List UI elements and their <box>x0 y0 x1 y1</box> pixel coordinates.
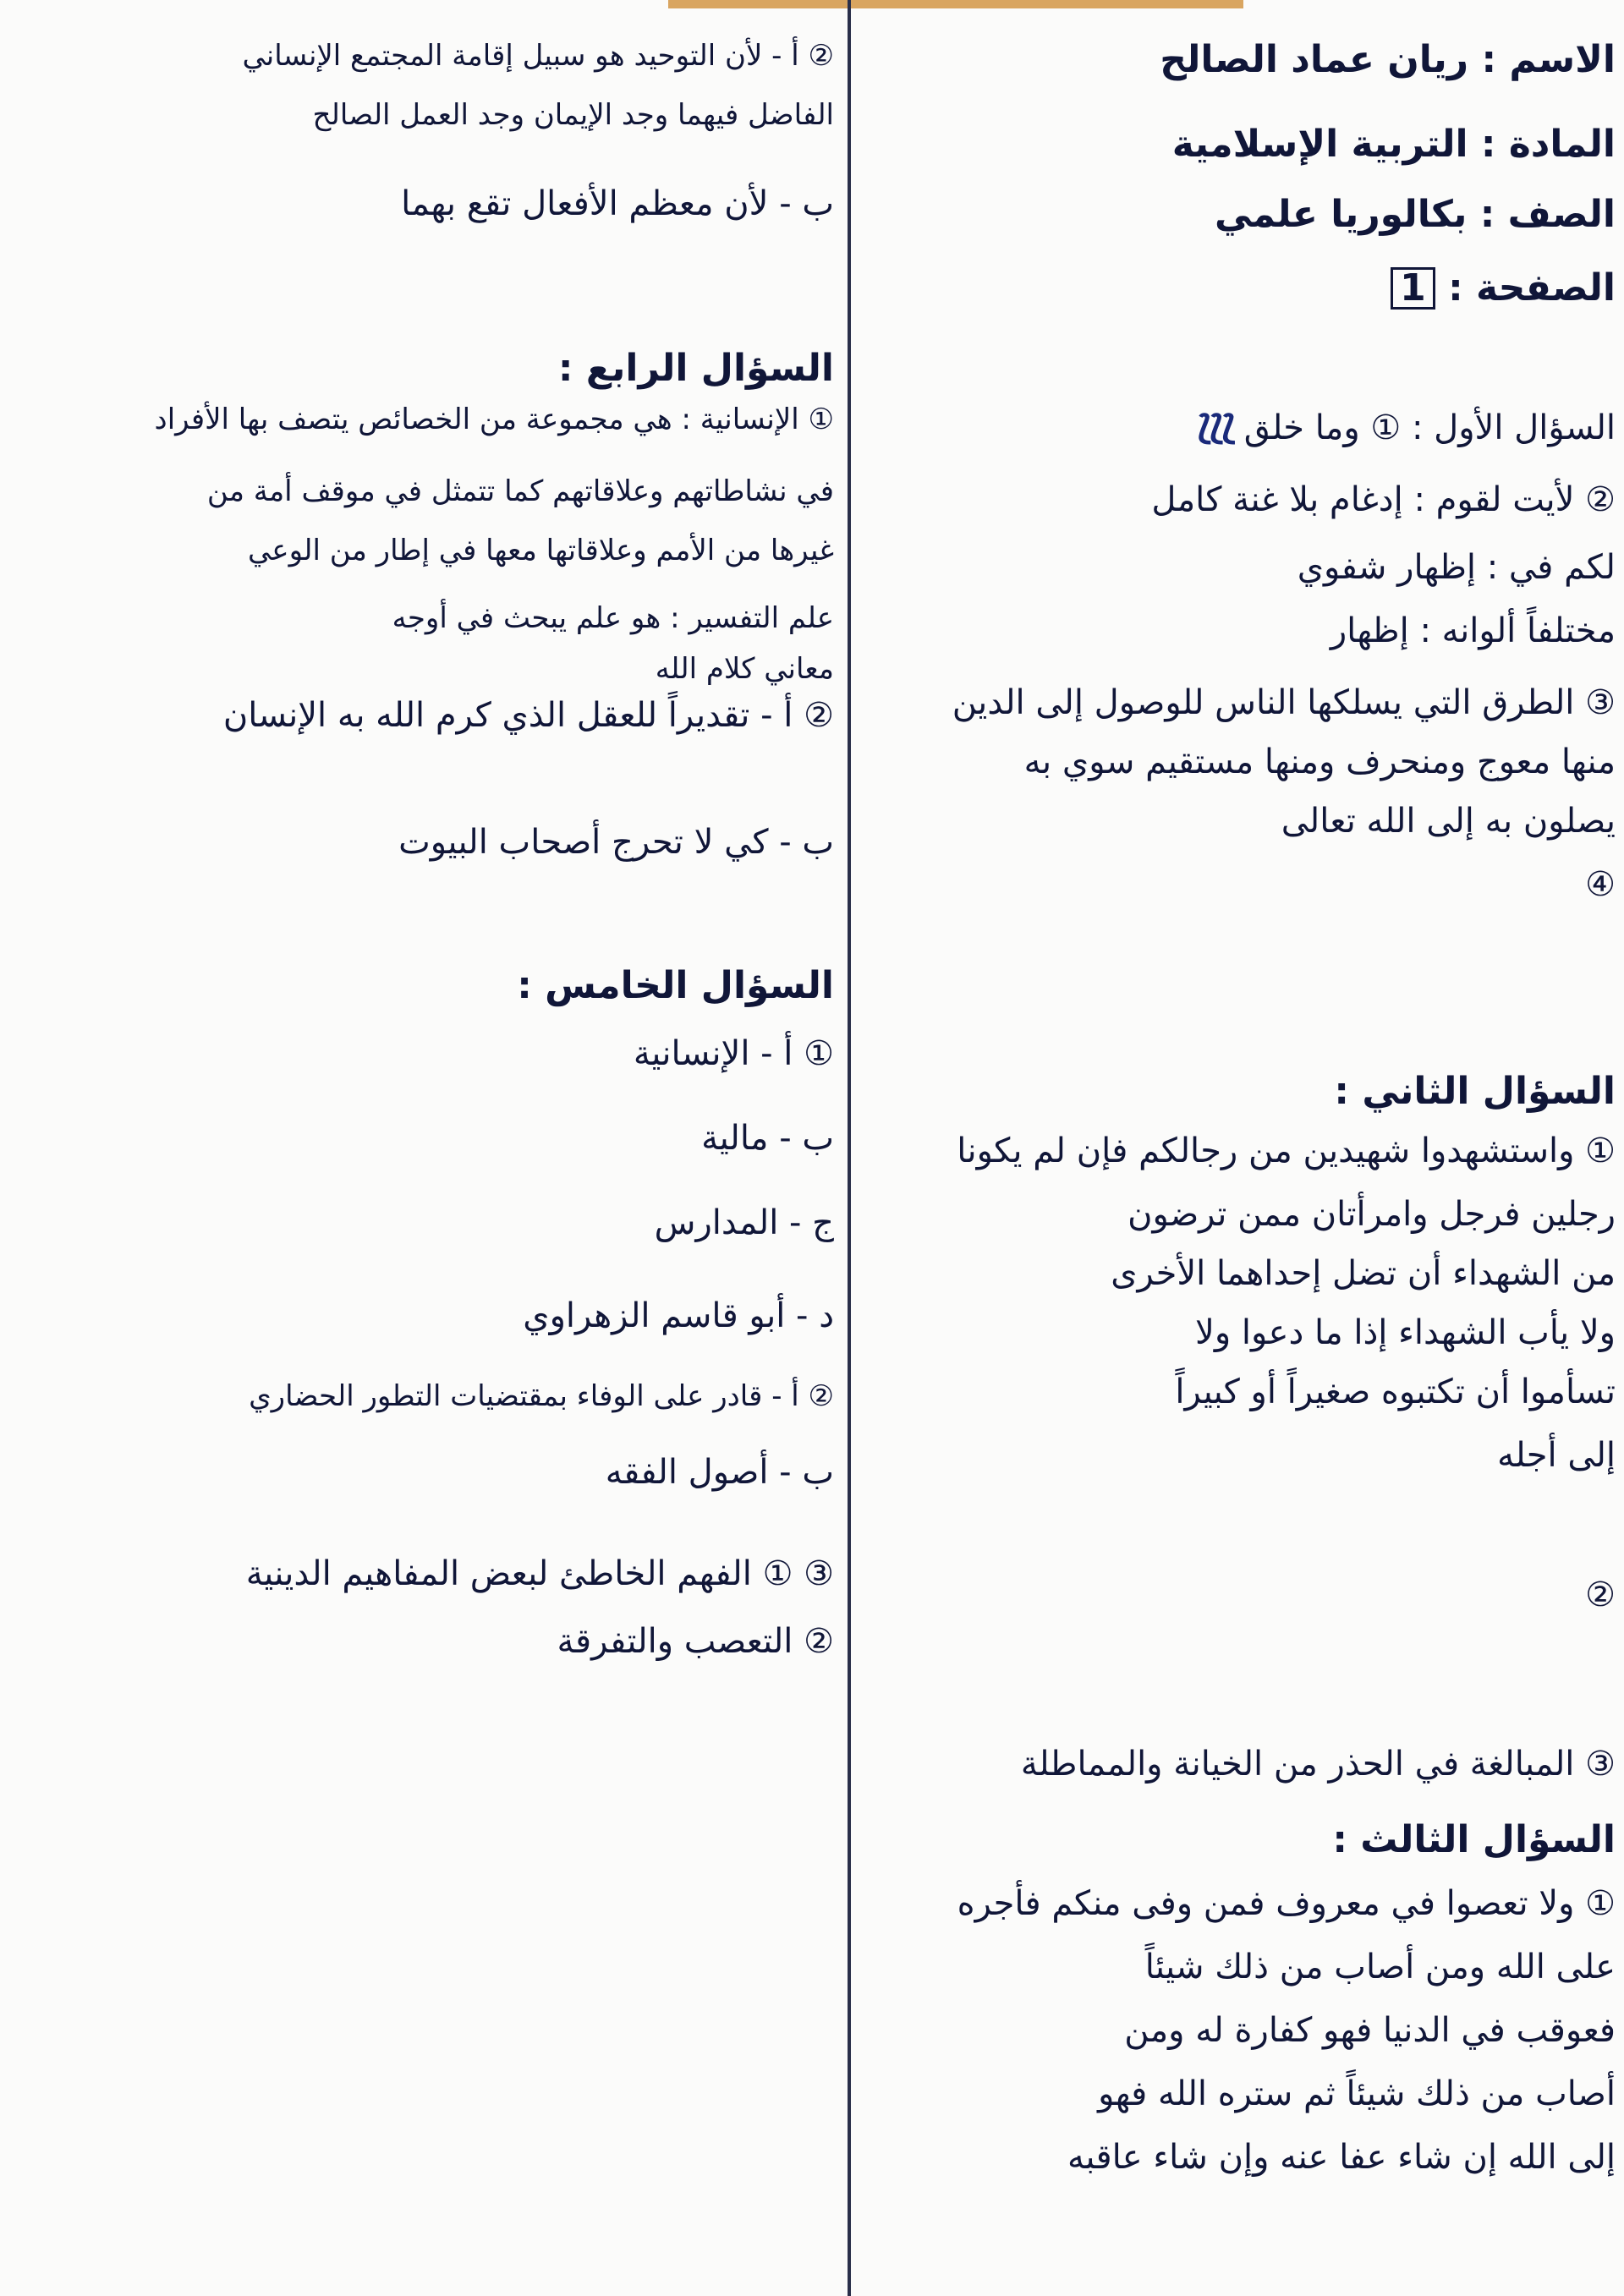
left-top-line-1: ② أ - لأن التوحيد هو سبيل إقامة المجتمع الإنساني <box>242 39 834 73</box>
q3-line-4: أصاب من ذلك شيئاً ثم ستره الله فهو <box>1098 2074 1616 2113</box>
q2-number-2: ② <box>1585 1575 1616 1614</box>
q3-title: السؤال الثالث : <box>1332 1818 1616 1861</box>
q1-line-3: لكم في : إظهار شفوي <box>1297 548 1616 587</box>
q5-item-d: د - أبو قاسم الزهراوي <box>523 1296 834 1335</box>
q2-line-3: من الشهداء أن تضل إحداهما الأخرى <box>1111 1254 1616 1293</box>
crossed-out-scribble: ⟆⟆⟆ <box>1197 408 1233 447</box>
left-top-line-3: ب - لأن معظم الأفعال تقع بهما <box>401 184 834 223</box>
q5-item-a: ① أ - الإنسانية <box>633 1034 834 1073</box>
q2-line-2: رجلين فرجل وامرأتان ممن ترضون <box>1127 1195 1616 1234</box>
q3-line-3: فعوقب في الدنيا فهو كفارة له ومن <box>1124 2011 1616 2050</box>
left-top-line-2: الفاضل فيهما وجد الإيمان وجد العمل الصالح <box>312 98 834 132</box>
q4-line-7: ب - كي لا تحرج أصحاب البيوت <box>398 823 834 862</box>
q5-item-h: ② التعصب والتفرقة <box>557 1622 834 1661</box>
q2-line-4: ولا يأب الشهداء إذا ما دعوا ولا <box>1195 1313 1616 1352</box>
q1-number-4: ④ <box>1585 865 1616 904</box>
q5-item-b: ب - مالية <box>701 1119 834 1158</box>
q2-line-7: ③ المبالغة في الحذر من الخيانة والمماطلة <box>1020 1745 1616 1784</box>
q1-line-2: ② لأيت لقوم : إدغام بلا غنة كامل <box>1151 480 1616 519</box>
q5-item-c: ج - المدارس <box>654 1203 834 1242</box>
q1-line-5: ③ الطرق التي يسلكها الناس للوصول إلى الدين <box>952 683 1616 722</box>
page-line <box>1391 266 1616 310</box>
q4-line-3: غيرها من الأمم وعلاقاتها معها في إطار من الوعي <box>247 534 834 567</box>
q4-title: السؤال الرابع : <box>557 347 834 390</box>
q5-item-f: ب - أصول الفقه <box>605 1453 834 1492</box>
q4-line-6: ② أ - تقديراً للعقل الذي كرم الله به الإنسان <box>222 696 834 735</box>
q5-item-e: ② أ - قادر على الوفاء بمقتضيات التطور الحضاري <box>249 1379 834 1413</box>
page-number-box: 1 <box>1391 267 1435 310</box>
q2-title: السؤال الثاني : <box>1334 1070 1616 1113</box>
right-column <box>853 0 1624 2296</box>
q4-line-5: معاني كلام الله <box>655 652 834 686</box>
q1-line-4: مختلفاً ألوانه : إظهار <box>1330 611 1616 650</box>
q3-line-1: ① ولا تعصوا في معروف فمن وفى منكم فأجره <box>957 1884 1616 1923</box>
q3-line-5: إلى الله إن شاء عفا عنه وإن شاء عاقبه <box>1067 2138 1616 2177</box>
q2-line-1: ① واستشهدوا شهيدين من رجالكم فإن لم يكونا <box>957 1132 1616 1170</box>
q4-line-4: علم التفسير : هو علم يبحث في أوجه <box>392 601 834 635</box>
student-name: الاسم : ريان عماد الصالح <box>1160 38 1616 81</box>
subject-line: المادة : التربية الإسلامية <box>1171 123 1616 166</box>
q5-item-g: ③ ① الفهم الخاطئ لبعض المفاهيم الدينية <box>245 1554 834 1593</box>
page-label: الصفحة : <box>1448 266 1616 310</box>
q2-line-6: إلى أجله <box>1497 1436 1616 1475</box>
q1-line-7: يصلون به إلى الله تعالى <box>1281 802 1616 841</box>
q1-line-1 <box>1197 406 1616 450</box>
grade-line: الصف : بكالوريا علمي <box>1214 193 1616 236</box>
column-divider <box>848 0 851 2296</box>
q1-heading: السؤال الأول : ① وما خلق <box>1243 408 1616 447</box>
q4-line-1: ① الإنسانية : هي مجموعة من الخصائص يتصف بها الأفراد <box>154 403 834 436</box>
q2-line-5: تسأموا أن تكتبوه صغيراً أو كبيراً <box>1175 1373 1616 1411</box>
q3-line-2: على الله ومن أصاب من ذلك شيئاً <box>1144 1948 1616 1986</box>
q4-line-2: في نشاطاتهم وعلاقاتهم كما تتمثل في موقف أمة من <box>206 474 834 508</box>
q5-title: السؤال الخامس : <box>517 964 834 1007</box>
q1-line-6: منها معوج ومنحرف ومنها مستقيم سوي به <box>1023 743 1616 781</box>
